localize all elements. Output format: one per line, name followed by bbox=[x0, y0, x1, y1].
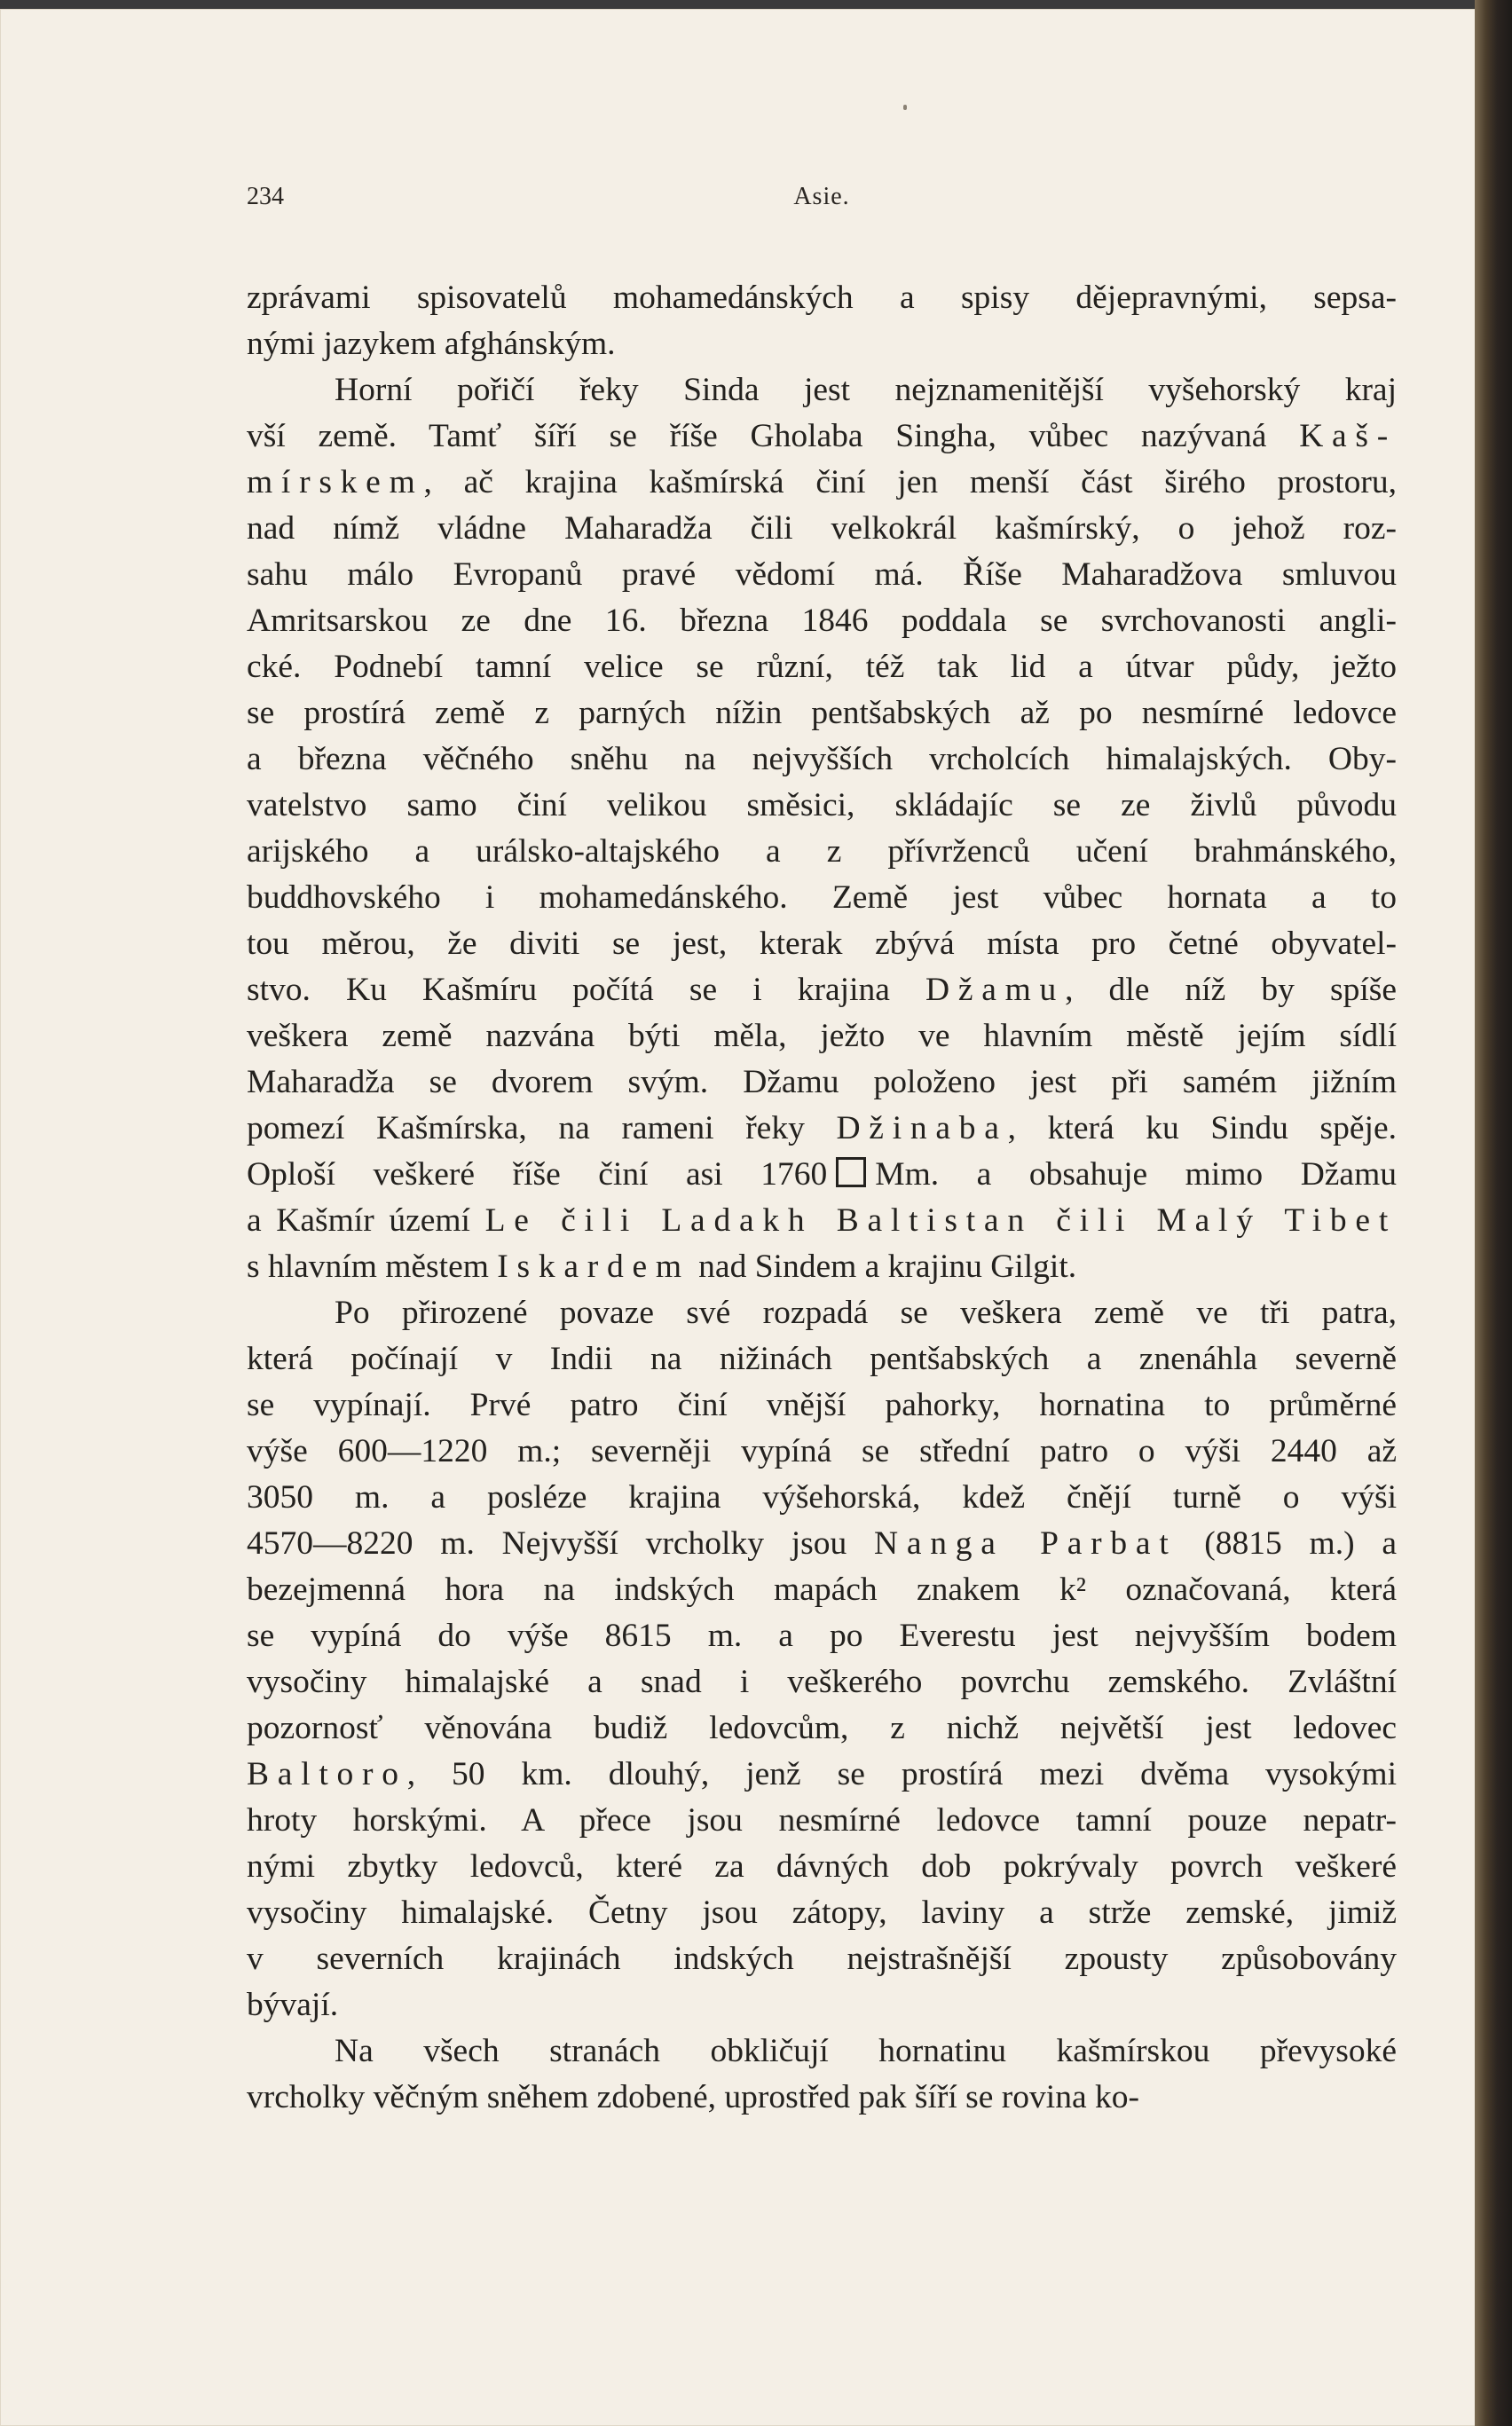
text-line bbox=[247, 2028, 1397, 2075]
running-title: Asie. bbox=[793, 183, 850, 210]
page-number: 234 bbox=[247, 183, 284, 210]
text-line bbox=[247, 690, 1397, 736]
text-line bbox=[247, 552, 1397, 598]
line-text: veškera země nazvána býti měla, ježto ve hlavním městě jejím sídlí bbox=[247, 1018, 1397, 1054]
text-line bbox=[247, 1890, 1397, 1936]
text-line bbox=[247, 275, 1397, 321]
text-line bbox=[247, 598, 1397, 644]
book-binding-edge bbox=[1475, 0, 1512, 2426]
text-line bbox=[247, 1659, 1397, 1705]
text-line bbox=[247, 1798, 1397, 1844]
ink-speck bbox=[903, 105, 907, 110]
line-text: sahu málo Evropanů pravé vědomí má. Říše Maharadžova smluvou bbox=[247, 556, 1397, 593]
spaced-name: Džamu bbox=[925, 972, 1066, 1008]
text-line bbox=[247, 1106, 1397, 1152]
page-header bbox=[247, 183, 1397, 218]
line-text: vysočiny himalajské a snad i veškerého povrchu zemského. Zvláštní bbox=[247, 1664, 1397, 1700]
line-text: a března věčného sněhu na nejvyšších vrcholcích himalajských. Oby- bbox=[247, 741, 1397, 777]
text-line bbox=[247, 921, 1397, 967]
line-text: výše 600—1220 m.; severněji vypíná se střední patro o výši 2440 až bbox=[247, 1433, 1397, 1469]
line-text: nad nímž vládne Maharadža čili velkokrál kašmírský, o jehož roz- bbox=[247, 510, 1397, 547]
line-text: Horní pořičí řeky Sinda jest nejznamenitější vyšehorský kraj bbox=[335, 372, 1397, 408]
line-text: se vypíná do výše 8615 m. a po Everestu jest nejvyšším bodem bbox=[247, 1618, 1397, 1654]
text-line bbox=[247, 644, 1397, 690]
spaced-name: mírskem bbox=[247, 464, 424, 500]
line-text: , ač krajina kašmírská činí jen menší část širého prostoru, bbox=[423, 464, 1397, 500]
line-text: , 50 km. dlouhý, jenž se prostírá mezi dvěma vysokými bbox=[406, 1756, 1397, 1792]
line-text: tou měrou, že diviti se jest, kterak zbývá místa pro četné obyvatel- bbox=[247, 926, 1397, 962]
line-text: nými zbytky ledovců, které za dávných dob pokrývaly povrch veškeré bbox=[247, 1848, 1397, 1885]
text-line bbox=[247, 1613, 1397, 1659]
line-text: pozornosť věnována budiž ledovcům, z nichž největší jest ledovec bbox=[247, 1710, 1397, 1746]
line-text: a Kašmír území bbox=[247, 1202, 485, 1239]
text-line bbox=[247, 967, 1397, 1013]
text-line bbox=[247, 460, 1397, 506]
text-line bbox=[247, 2075, 1397, 2121]
text-line bbox=[247, 1521, 1397, 1567]
text-line bbox=[247, 506, 1397, 552]
text-line bbox=[247, 1567, 1397, 1613]
text-line bbox=[247, 1013, 1397, 1059]
text-line bbox=[247, 1244, 1397, 1290]
text-line bbox=[247, 1336, 1397, 1382]
line-text: se prostírá země z parných nížin pentšabských až po nesmírné ledovce bbox=[247, 695, 1397, 731]
text-line bbox=[247, 1705, 1397, 1752]
line-text: vysočiny himalajské. Četny jsou zátopy, laviny a strže zemské, jimiž bbox=[247, 1894, 1397, 1931]
line-text: hroty horskými. A přece jsou nesmírné ledovce tamní pouze nepatr- bbox=[247, 1802, 1397, 1839]
line-text: (8815 m.) a bbox=[1177, 1525, 1398, 1562]
line-text: pomezí Kašmírska, na rameni řeky bbox=[247, 1110, 837, 1146]
text-line bbox=[247, 1198, 1397, 1244]
line-text: , která ku Sindu spěje. bbox=[1007, 1110, 1397, 1146]
line-text: bezejmenná hora na indských mapách znakem k² označovaná, která bbox=[247, 1571, 1397, 1608]
line-text: 4570—8220 m. Nejvyšší vrcholky jsou bbox=[247, 1525, 875, 1562]
line-text: vší země. Tamť šíří se říše Gholaba Singha, vůbec nazývaná bbox=[247, 418, 1300, 454]
text-line bbox=[247, 1152, 1397, 1198]
text-line bbox=[247, 829, 1397, 875]
line-text: která počínají v Indii na nižinách pentšabských a znenáhla severně bbox=[247, 1341, 1397, 1377]
spaced-name: Le čili Ladakh Baltistan čili Malý Tibet bbox=[484, 1202, 1397, 1239]
text-line bbox=[247, 321, 1397, 367]
text-line bbox=[247, 1290, 1397, 1336]
line-text: Mm. a obsahuje mimo Džamu bbox=[875, 1156, 1397, 1193]
body-text bbox=[247, 275, 1397, 2121]
text-line bbox=[247, 1059, 1397, 1106]
line-text: bývají. bbox=[247, 1987, 339, 2023]
text-line bbox=[247, 783, 1397, 829]
spaced-name: Nanga Parbat bbox=[874, 1525, 1177, 1562]
line-text: Oploší veškeré říše činí asi 1760 bbox=[247, 1156, 828, 1193]
text-line bbox=[247, 736, 1397, 783]
text-line bbox=[247, 414, 1397, 460]
line-text: arijského a urálsko-altajského a z přívrženců učení brahmánského, bbox=[247, 833, 1397, 870]
line-text: buddhovského i mohamedánského. Země jest vůbec hornata a to bbox=[247, 879, 1397, 916]
line-text: Maharadža se dvorem svým. Džamu položeno jest při samém jižním bbox=[247, 1064, 1397, 1100]
line-text: v severních krajinách indských nejstrašnější zpousty způsobovány bbox=[247, 1941, 1397, 1977]
text-line bbox=[247, 1382, 1397, 1429]
text-line bbox=[247, 1936, 1397, 1982]
text-line bbox=[247, 1982, 1397, 2028]
line-text: Po přirozené povaze své rozpadá se veškera země ve tři patra, bbox=[335, 1295, 1397, 1331]
line-text: cké. Podnebí tamní velice se různí, též tak lid a útvar půdy, ježto bbox=[247, 649, 1397, 685]
text-line bbox=[247, 875, 1397, 921]
line-text: stvo. Ku Kašmíru počítá se i krajina bbox=[247, 972, 926, 1008]
line-text: se vypínají. Prvé patro činí vnější pahorky, hornatina to průměrné bbox=[247, 1387, 1397, 1423]
line-text: Amritsarskou ze dne 16. března 1846 poddala se svrchovanosti angli- bbox=[247, 603, 1397, 639]
line-text: s hlavním městem bbox=[247, 1248, 498, 1285]
spaced-name: Baltoro bbox=[247, 1756, 407, 1792]
line-text: vrcholky věčným sněhem zdobené, uprostřed pak šíří se rovina ko- bbox=[247, 2079, 1139, 2115]
spaced-name: Džinaba bbox=[836, 1110, 1008, 1146]
line-text: nými jazykem afghánským. bbox=[247, 326, 616, 362]
line-text: Na všech stranách obkličují hornatinu kašmírskou převysoké bbox=[335, 2033, 1397, 2069]
square-unit-icon bbox=[836, 1157, 866, 1187]
line-text: zprávami spisovatelů mohamedánských a spisy dějepravnými, sepsa- bbox=[247, 280, 1397, 316]
spaced-name: Kaš- bbox=[1299, 418, 1397, 454]
spaced-name: Iskardem bbox=[497, 1248, 690, 1285]
line-text: , dle níž by spíše bbox=[1065, 972, 1397, 1008]
text-line bbox=[247, 367, 1397, 414]
line-text: 3050 m. a posléze krajina výšehorská, kdež čnějí turně o výši bbox=[247, 1479, 1397, 1516]
text-line bbox=[247, 1844, 1397, 1890]
text-line bbox=[247, 1429, 1397, 1475]
text-line bbox=[247, 1752, 1397, 1798]
text-line bbox=[247, 1475, 1397, 1521]
line-text: vatelstvo samo činí velikou směsici, skládajíc se ze živlů původu bbox=[247, 787, 1397, 823]
line-text: nad Sindem a krajinu Gilgit. bbox=[689, 1248, 1077, 1285]
